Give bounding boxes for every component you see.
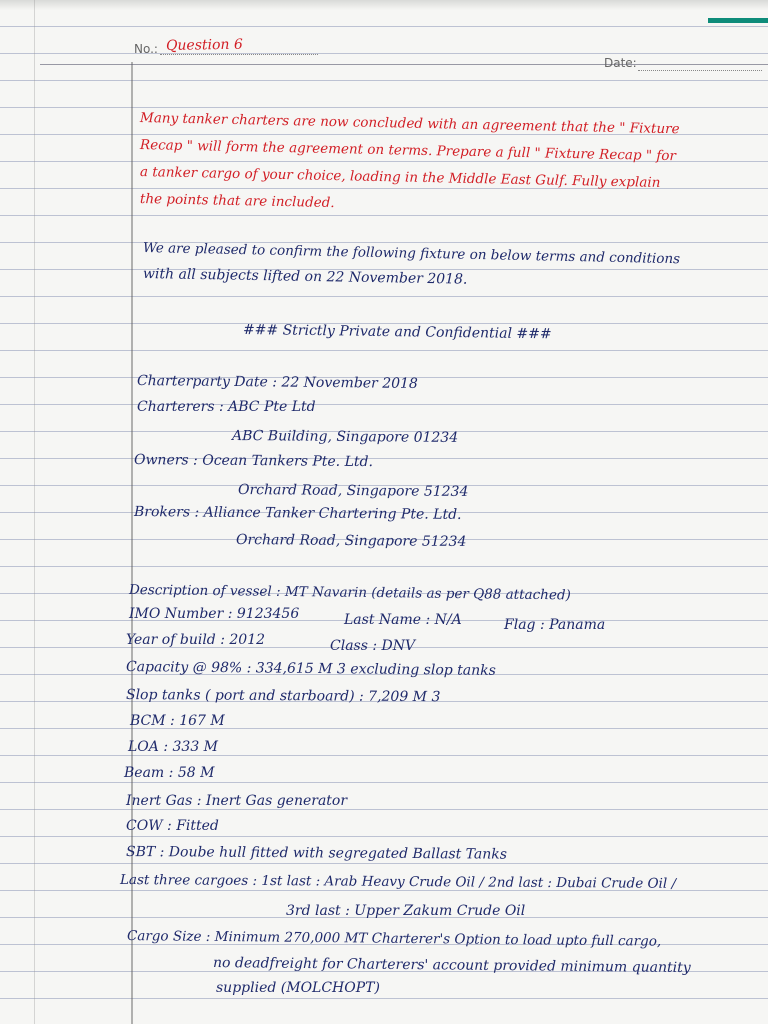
- bcm: BCM : 167 M: [130, 713, 225, 729]
- flag: Flag : Panama: [504, 617, 606, 633]
- last-name: Last Name : N/A: [344, 612, 462, 628]
- question-line-4: the points that are included.: [139, 191, 335, 212]
- capacity: Capacity @ 98% : 334,615 M 3 excluding slop tanks: [125, 659, 496, 679]
- cargo-size-line-2: no deadfreight for Charterers' account provided minimum quantity: [212, 955, 691, 977]
- no-dotted-line: [160, 42, 318, 55]
- slop-tanks: Slop tanks ( port and starboard) : 7,209 M 3: [125, 687, 441, 706]
- beam: Beam : 58 M: [124, 765, 215, 781]
- confidential-note: ### Strictly Private and Confidential ###: [242, 322, 552, 343]
- question-line-2: Recap " will form the agreement on terms. Prepare a full " Fixture Recap " for: [139, 137, 677, 165]
- intro-line-2: with all subjects lifted on 22 November 2018.: [142, 266, 468, 288]
- question-line-3: a tanker cargo of your choice, loading in the Middle East Gulf. Fully explain: [139, 164, 661, 191]
- sbt: SBT : Doube hull fitted with segregated Ballast Tanks: [125, 844, 508, 863]
- brokers: Brokers : Alliance Tanker Chartering Pte. Ltd.: [133, 504, 462, 523]
- date-dotted-line: [638, 58, 762, 71]
- question-title: Question 6: [165, 36, 244, 54]
- no-label: No.:: [134, 42, 158, 56]
- inert-gas: Inert Gas : Inert Gas generator: [126, 793, 348, 809]
- brokers-address: Orchard Road, Singapore 51234: [235, 532, 467, 551]
- vessel-class: Class : DNV: [330, 638, 416, 654]
- binding-strip: [708, 18, 768, 23]
- cargo-size-line-1: Cargo Size : Minimum 270,000 MT Charterer's Option to load upto full cargo,: [126, 928, 662, 950]
- owners-address: Orchard Road, Singapore 51234: [237, 482, 469, 501]
- vessel-description: Description of vessel : MT Navarin (details as per Q88 attached): [128, 582, 571, 604]
- charterers: Charterers : ABC Pte Ltd: [137, 399, 316, 415]
- cargo-size-line-3: supplied (MOLCHOPT): [216, 980, 380, 996]
- question-line-1: Many tanker charters are now concluded with an agreement that the " Fixture: [139, 110, 680, 138]
- date-label: Date:: [604, 56, 637, 70]
- owners: Owners : Ocean Tankers Pte. Ltd.: [133, 452, 374, 471]
- last-three-cargoes: Last three cargoes : 1st last : Arab Heavy Crude Oil / 2nd last : Dubai Crude Oil /: [119, 872, 677, 892]
- imo-number: IMO Number : 9123456: [129, 606, 300, 622]
- charterers-address: ABC Building, Singapore 01234: [231, 428, 459, 446]
- third-last-cargo: 3rd last : Upper Zakum Crude Oil: [286, 903, 526, 919]
- intro-line-1: We are pleased to confirm the following fixture on below terms and conditions: [142, 240, 681, 268]
- page-edge-line: [34, 0, 35, 1024]
- charterparty-date: Charterparty Date : 22 November 2018: [136, 373, 418, 392]
- loa: LOA : 333 M: [128, 739, 219, 755]
- cow: COW : Fitted: [126, 818, 219, 834]
- year-of-build: Year of build : 2012: [126, 632, 266, 648]
- page-top-shadow: [0, 0, 768, 10]
